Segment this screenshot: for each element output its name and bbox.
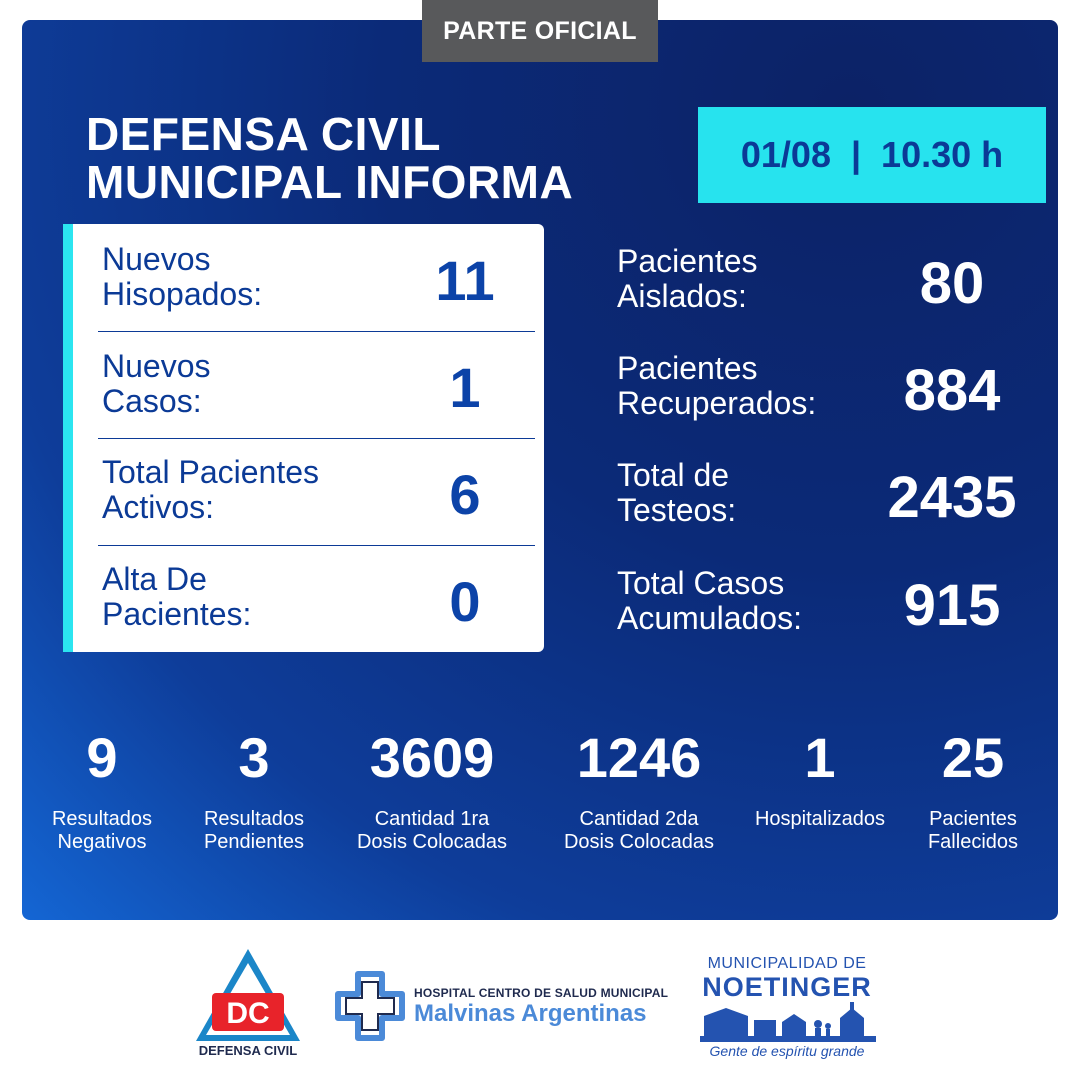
bottom-stat-segunda-dosis	[549, 728, 729, 854]
stat-value: 915	[903, 573, 1001, 638]
stat-value: 1	[449, 356, 481, 419]
bottom-stat-pacientes-fallecidos	[883, 728, 1063, 854]
stat-value: 1246	[576, 726, 702, 789]
stat-row-nuevos-casos	[98, 331, 535, 439]
date-time-badge	[698, 107, 1046, 203]
stat-value: 80	[919, 251, 985, 316]
defensa-civil-caption: DEFENSA CIVIL	[198, 1043, 298, 1058]
stat-label: Hospitalizados	[754, 808, 886, 830]
stat-label: Pacientes Recuperados:	[617, 350, 817, 421]
stat-label: Total Pacientes Activos:	[102, 454, 320, 525]
bottom-stat-primera-dosis	[342, 728, 522, 854]
stat-row-total-testeos	[617, 458, 1037, 558]
municipality-line-2: NOETINGER	[702, 972, 872, 1002]
stat-value: 3609	[369, 726, 495, 789]
stat-value: 3	[238, 726, 270, 789]
stat-label: Resultados Negativos	[51, 808, 153, 853]
parte-oficial-badge	[422, 0, 658, 62]
stat-label: Resultados Pendientes	[203, 808, 305, 853]
stat-value: 9	[86, 726, 118, 789]
headline	[86, 110, 573, 206]
card-accent-bar	[63, 224, 73, 652]
stat-row-pacientes-recuperados	[617, 351, 1037, 451]
municipality-line-1: MUNICIPALIDAD DE	[707, 955, 867, 972]
hospital-name-line-1: HOSPITAL CENTRO DE SALUD MUNICIPAL	[414, 986, 669, 1000]
svg-text:DC: DC	[226, 997, 270, 1030]
stat-label: Nuevos Hisopados:	[102, 241, 263, 312]
stat-label: Total Casos Acumulados:	[617, 565, 802, 636]
stat-row-total-acumulados	[617, 566, 1037, 666]
headline-line-2: MUNICIPAL INFORMA	[86, 156, 574, 208]
stat-label: Total de Testeos:	[617, 457, 737, 528]
stat-value: 2435	[887, 465, 1017, 530]
stat-row-pacientes-aislados	[617, 244, 1037, 344]
stat-row-alta-pacientes	[98, 545, 535, 652]
stat-label: Cantidad 1ra Dosis Colocadas	[356, 808, 508, 853]
stat-label: Alta De Pacientes:	[102, 561, 252, 632]
stat-row-total-activos	[98, 438, 535, 546]
hospital-cross-icon	[332, 968, 408, 1044]
headline-line-1: DEFENSA CIVIL	[86, 108, 441, 160]
stat-value: 11	[435, 249, 495, 312]
town-skyline-icon	[700, 1002, 876, 1042]
stat-value: 884	[903, 358, 1001, 423]
badge-text: PARTE OFICIAL	[443, 16, 637, 45]
stat-value: 6	[449, 463, 481, 526]
bottom-stat-resultados-pendientes	[164, 728, 344, 854]
stat-label: Pacientes Aislados:	[617, 243, 758, 314]
footer-logos	[0, 940, 1080, 1080]
stat-label: Nuevos Casos:	[102, 348, 211, 419]
stat-value: 25	[941, 726, 1005, 789]
stat-label: Cantidad 2da Dosis Colocadas	[563, 808, 715, 853]
stat-value: 1	[804, 726, 836, 789]
date-time-text: 01/08 | 10.30 h	[740, 134, 1004, 175]
stat-value: 0	[449, 570, 481, 633]
stat-row-nuevos-hisopados	[98, 224, 535, 332]
municipality-slogan: Gente de espíritu grande	[709, 1043, 865, 1059]
hospital-name-line-2: Malvinas Argentinas	[414, 1000, 647, 1027]
stat-label: Pacientes Fallecidos	[927, 808, 1019, 853]
